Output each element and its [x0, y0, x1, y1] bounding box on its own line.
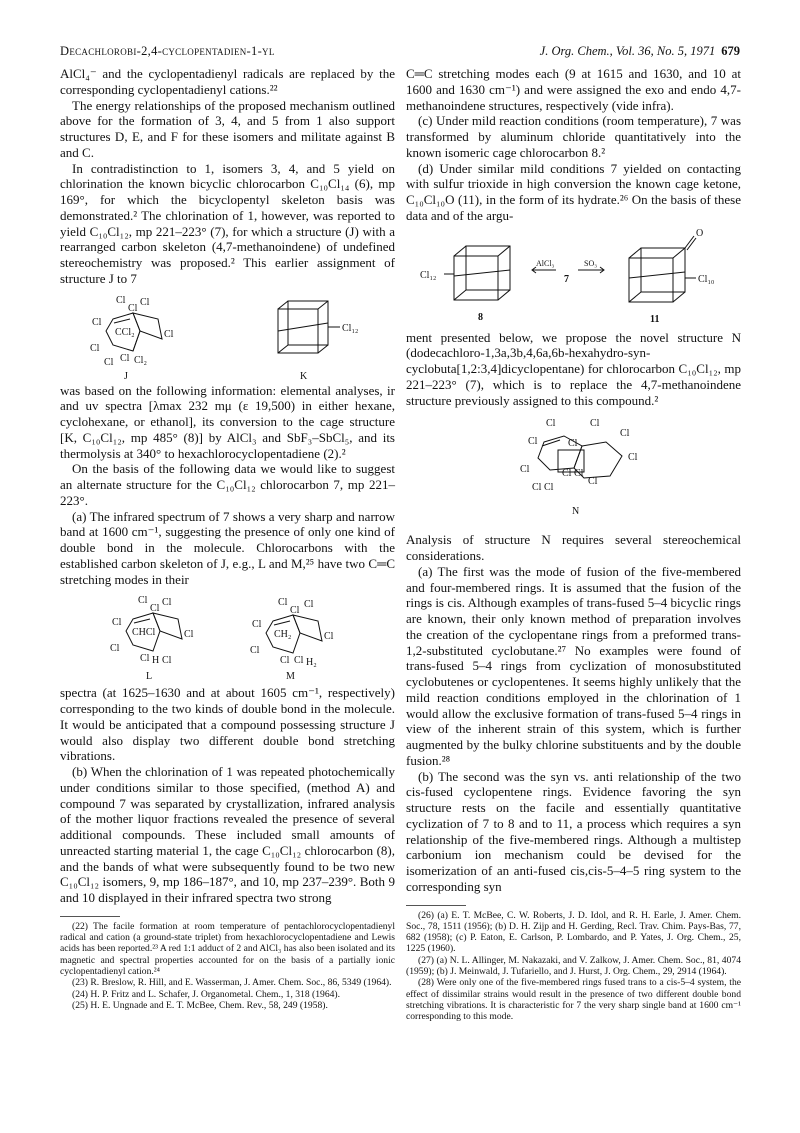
label: Cl — [161, 597, 171, 609]
label: Cl — [103, 356, 113, 368]
label: Cl — [111, 617, 121, 629]
paragraph: On the basis of the following data we would like to suggest an alternate structure for the C₁₀Cl₁₂ chlorocarbon 7, mp 221–223°. — [60, 461, 395, 508]
label: Cl — [303, 599, 313, 611]
label: Cl — [183, 629, 193, 641]
paragraph: (c) Under mild reaction conditions (room temperature), 7 was transformed by aluminum chloride quantitatively into the known isomeric cage chlorocarbon 8.² — [406, 113, 741, 160]
label: Cl — [249, 645, 259, 657]
label: Cl — [289, 605, 299, 617]
paragraph: In contradistinction to 1, isomers 3, 4, and 5 yield on chlorination the known bicyclic chlorocarbon C₁₀Cl₁₄ (6), mp 169°, for which the bicyclopentyl skeleton basis was demonstrated.² The chlorination of 1, however, was reported to yield C₁₀Cl₁₂, mp 221–223° (7), for which a structure (J) with a rearranged carbon skeleton (4,7-methanoindene) of undefined stereochemistry was proposed.² This earlier assignment of structure J to 7 — [60, 160, 395, 286]
footnote: (22) The facile formation at room temperature of pentachlorocyclopentadienyl radical and cation (a ground-state triplet) from hexachlorocyclopentadiene and Lewis acids has been reported.²³ A red 1:1 adduct of 2 and AlCl₃ has also been isolated and its magnetic and spectral properties accounted for on the basis of a partially ionic cyclopentadienyl cation.²⁴ — [60, 920, 395, 977]
paragraph: AlCl₄⁻ and the cyclopentadienyl radicals are replaced by the corresponding cyclopentadienyl cations.²² — [60, 66, 395, 97]
paragraph: The energy relationships of the proposed mechanism outlined above for the formation of 3, 4, and 5 from 1 also support structures D, E, and F for these isomers and militate against B and C. — [60, 97, 395, 160]
label: Cl — [531, 482, 541, 494]
label: Cl — [109, 643, 119, 655]
paragraph: (b) The second was the syn vs. anti relationship of the two cis-fused cyclopentene rings. Evidence favoring the syn structure rests on the facile and essentially quantitative cyclization of 7 to 8 and to 11, a process which requires a syn relationship of the five-membered rings. Although a multistep carbonium ion mechanism could be devised for the isomerization of an anti-fused cis,cis-5–4–5 ring system to the corresponding syn — [406, 768, 741, 894]
footnote-separator — [406, 905, 466, 906]
compound-number-8: 8 — [477, 311, 483, 323]
figure-structures-L-M — [78, 591, 378, 683]
label: Cl — [545, 418, 555, 430]
footnote: (26) (a) E. T. McBee, C. W. Roberts, J. D. Idol, and R. H. Earle, J. Amer. Chem. Soc., 78, 1511 (1956); (b) D. H. Zijp and H. Gerding, Recl. Trav. Chim. Pays-Bas, 77, 682 (1958); (c) P. Eaton, E. Carlson, P. Lombardo, and P. Yates, J. Org. Chem., 25, 1225 (1960). — [406, 909, 741, 955]
label: Cl — [89, 342, 99, 354]
reagent-label: AlCl₃ — [535, 258, 554, 268]
caption-N: N — [571, 506, 579, 518]
caption-L: L — [145, 671, 152, 683]
label: Cl — [277, 597, 287, 609]
label: Cl — [149, 603, 159, 615]
substituent-label: Cl₁₂ — [341, 322, 358, 334]
structure-8 — [444, 246, 510, 300]
journal-citation: J. Org. Chem., Vol. 36, No. 5, 1971 — [539, 44, 716, 58]
label: Cl — [139, 296, 149, 308]
paragraph: (a) The infrared spectrum of 7 shows a very sharp and narrow band at 1600 cm⁻¹, suggesting the presence of only one kind of double bond in the molecule. Chlorocarbons with the established carbon skeleton of J, e.g., L and M,²⁵ have two C═C stretching modes in their — [60, 508, 395, 587]
label: Cl — [293, 655, 303, 667]
label: Cl — [519, 464, 529, 476]
label: Cl — [323, 631, 333, 643]
left-column — [60, 66, 395, 1011]
caption-J: J — [123, 370, 128, 381]
substituent-label: Cl₁₀ — [697, 273, 714, 285]
paragraph: C═C stretching modes each (9 at 1615 and 1630, and 10 at 1600 and 1630 cm⁻¹) and were assigned the exo and endo 4,7-methanoindene structures, respectively (vide infra). — [406, 66, 741, 113]
label: Cl — [115, 294, 125, 306]
label: Cl — [627, 452, 637, 464]
label: Cl — [161, 655, 171, 667]
footnote: (28) Were only one of the five-membered rings fused trans to a cis-5–4 system, the effect of dissimilar strains would result in the presence of two different double bond stretching vibrations. It is characteristic for 7 the very sharp single band at 1600 cm⁻¹ corresponding to this mode. — [406, 977, 741, 1023]
footnote: (24) H. P. Fritz and L. Schafer, J. Organometal. Chem., 1, 318 (1964). — [72, 988, 341, 1000]
figure-structures-J-K — [78, 291, 378, 381]
paragraph: (a) The first was the mode of fusion of the five-membered and four-membered rings. It is assumed that the fusion of the rings is cis. Although examples of trans-fused 5–4 bicyclic rings are known, their only known method of preparation involves the creation of the cyclopentane rings from a preformed trans-1,2-substituted cyclobutane.²⁷ No examples were found of trans-fused 5–4 rings from cyclization of monosubstituted cyclobutenes or cyclopentenes. It seems highly unlikely that the mild reaction conditions employed in the chlorination of 1 would allow the exclusive formation of trans-fused 5–4 rings in view of the inherent strain of this system, which is further augmented by the bulky chlorine substituents and by the double fusion.²⁸ — [406, 563, 741, 768]
label: CHCl — [131, 627, 155, 639]
footnote: (25) H. E. Ungnade and E. T. McBee, Chem. Rev., 58, 249 (1958). — [72, 999, 328, 1011]
label: Cl — [527, 436, 537, 448]
label: Cl₂ — [133, 354, 147, 366]
label: Cl — [163, 328, 173, 340]
paragraph: was based on the following information: elemental analyses, ir and uv spectra [λmax 232 mμ (ε 19,500) in either hexane, cyclohexane, or ethanol], its conversion to the cage structure [K, C₁₀Cl₁₂, mp 485° (8)] by AlCl₃ and SbF₃–SbCl₅, and its thermolysis at 340° to hexachlorocyclopentadiene (2).² — [60, 382, 395, 461]
caption-M: M — [285, 671, 295, 683]
label: Cl — [573, 468, 583, 480]
label: Cl — [543, 482, 553, 494]
running-header-journal — [540, 44, 740, 59]
paragraph: Analysis of structure N requires several stereochemical considerations. — [406, 532, 741, 563]
label: H₂ — [305, 657, 317, 669]
figure-structure-N — [424, 412, 724, 530]
substituent-label: Cl₁₂ — [419, 269, 436, 281]
running-header-title: Decachlorobi-2,4-cyclopentadien-1-yl — [60, 44, 275, 58]
label: Cl — [137, 595, 147, 607]
label: CH₂ — [273, 629, 291, 641]
oxygen-label: O — [695, 227, 703, 239]
label: Cl — [139, 653, 149, 665]
label: Cl — [279, 655, 289, 667]
structure-K — [278, 301, 340, 353]
page-number: 679 — [721, 44, 740, 58]
figure-reaction-scheme — [414, 228, 734, 328]
paragraph: spectra (at 1625–1630 and at about 1605 cm⁻¹, respectively) corresponding to the two kinds of double bond in the molecule. It would be anticipated that a compound possessing structure J would also display two different double bond stretching vibrations. — [60, 685, 395, 764]
footnote-separator — [60, 916, 120, 917]
label: Cl — [127, 302, 137, 314]
reagent-label: SO₃ — [583, 258, 597, 268]
right-column — [406, 66, 741, 1022]
footnote: (23) R. Breslow, R. Hill, and E. Wasserman, J. Amer. Chem. Soc., 86, 5349 (1964). — [72, 977, 392, 989]
label: Cl — [91, 316, 101, 328]
label: CCl₂ — [114, 326, 135, 338]
paragraph: ment presented below, we propose the novel structure N (dodecachloro-1,3a,3b,4,6a,6b-hexahydro-syn-cyclobuta[1,2:3,4]dicyclopentane) for chlorocarbon C₁₀Cl₁₂, mp 221–223° (7), which is to replace the 4,7-methanoindene structure previously assigned to this compound.² — [406, 329, 741, 408]
compound-number-7: 7 — [563, 273, 569, 285]
label: H — [151, 655, 159, 667]
label: Cl — [251, 619, 261, 631]
paragraph: (d) Under similar mild conditions 7 yielded on contacting with sulfur trioxide in high conversion the known cage ketone, C₁₀Cl₁₀O (11), in the form of its hydrate.²⁶ On the basis of these data and of the argu- — [406, 160, 741, 223]
compound-number-11: 11 — [649, 313, 659, 325]
label: Cl — [619, 428, 629, 440]
caption-K: K — [299, 370, 307, 381]
label: Cl — [561, 468, 571, 480]
label: Cl — [119, 352, 129, 364]
footnote: (27) (a) N. L. Allinger, M. Nakazaki, and V. Zalkow, J. Amer. Chem. Soc., 81, 4074 (1959); (b) J. Meinwald, J. Tufariello, and J. Hurst, J. Org. Chem., 29, 2914 (1964). — [406, 954, 741, 977]
label: Cl — [589, 418, 599, 430]
structure-11 — [629, 236, 696, 302]
paragraph: (b) When the chlorination of 1 was repeated photochemically under conditions similar to those specified, (method A) and compound 7 was separated by crystallization, infrared analysis of the mother liquor fractions revealed the presence of several additional compounds. These included small amounts of unreacted starting material 1, the cage C₁₀Cl₁₂ chlorocarbon (8), and the bands of what were subsequently found to be two new C₁₀Cl₁₂ isomers, 9, mp 186–187°, and 10, mp 237–239°. Both 9 and 10 displayed in their infrared spectra two strong — [60, 764, 395, 905]
label: Cl — [587, 476, 597, 488]
label: Cl — [567, 438, 577, 450]
